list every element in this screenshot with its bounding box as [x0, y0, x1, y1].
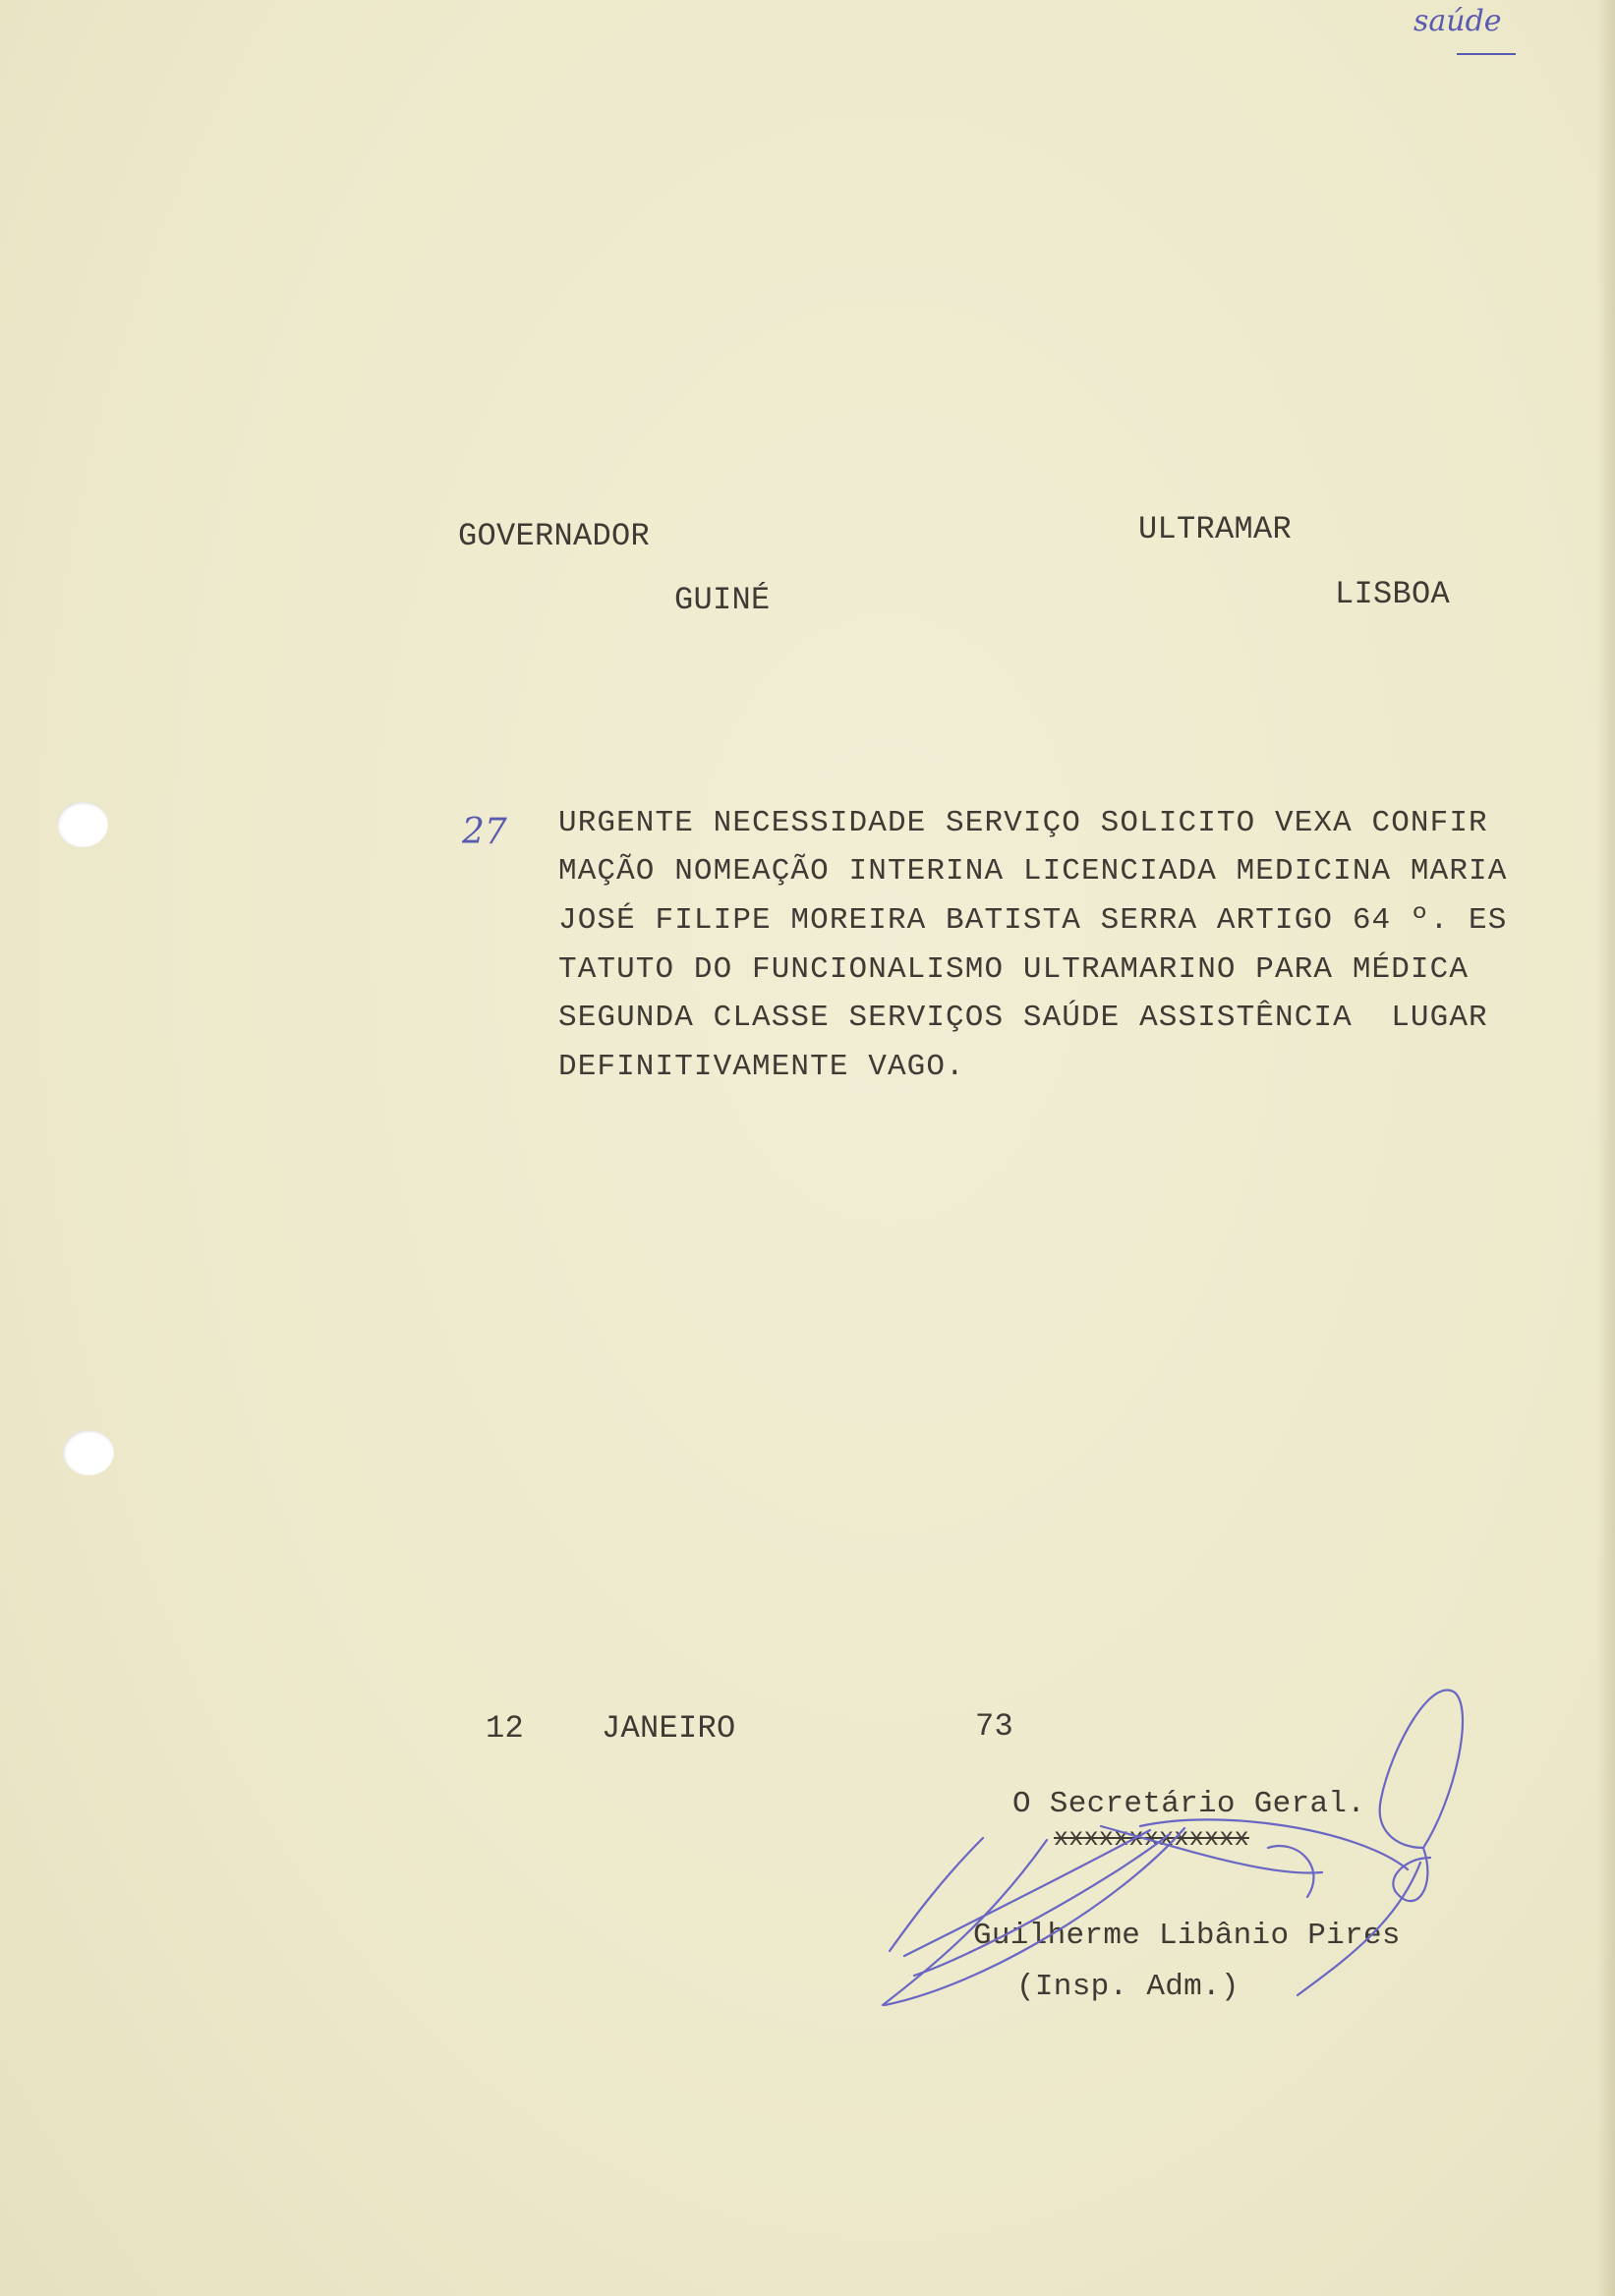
- signatory-title: O Secretário Geral.: [1012, 1787, 1366, 1821]
- from-title: GOVERNADOR: [458, 518, 651, 554]
- to-title: ULTRAMAR: [1138, 511, 1293, 547]
- crossed-out-text: xxxxxxxxxxxxx: [1054, 1824, 1249, 1853]
- message-line-1: URGENTE NECESSIDADE SERVIÇO SOLICITO VEXA CONFIR: [558, 806, 1488, 840]
- message-line-3: JOSÉ FILIPE MOREIRA BATISTA SERRA ARTIGO 64 º. ES: [558, 903, 1508, 938]
- signatory-role: (Insp. Adm.): [1016, 1970, 1240, 2004]
- handwritten-annotation: saúde: [1413, 4, 1502, 38]
- date-day: 12: [486, 1710, 525, 1747]
- message-line-6: DEFINITIVAMENTE VAGO.: [558, 1050, 965, 1084]
- from-place: GUINÉ: [674, 582, 771, 618]
- date-month: JANEIRO: [602, 1710, 736, 1747]
- message-number: 27: [462, 812, 507, 852]
- message-line-2: MAÇÃO NOMEAÇÃO INTERINA LICENCIADA MEDICINA MARIA: [558, 854, 1508, 889]
- date-year: 73: [975, 1708, 1014, 1745]
- message-line-5: SEGUNDA CLASSE SERVIÇOS SAÚDE ASSISTÊNCIA LUGAR: [558, 1001, 1488, 1035]
- signatory-name: Guilherme Libânio Pires: [973, 1919, 1401, 1953]
- message-line-4: TATUTO DO FUNCIONALISMO ULTRAMARINO PARA MÉDICA: [558, 952, 1470, 987]
- to-place: LISBOA: [1335, 576, 1451, 612]
